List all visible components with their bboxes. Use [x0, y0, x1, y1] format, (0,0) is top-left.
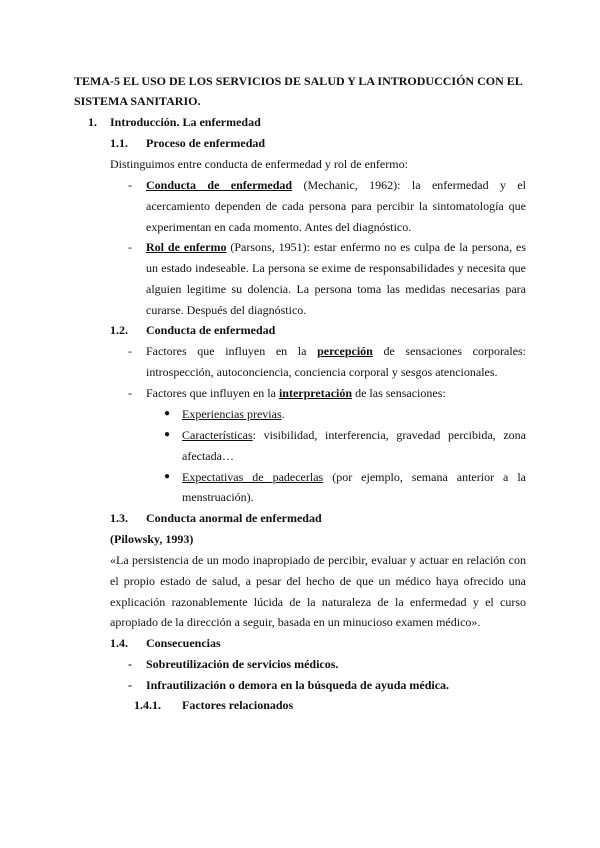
conducta-enfermedad-line2: acercamiento dependen de cada persona para percibir la sintomatología que: [146, 199, 526, 213]
bullet-dash: -: [128, 344, 132, 358]
bullet-dash: -: [128, 178, 132, 192]
quote-line3: explicación razonablemente lúcida de la naturaleza de la enfermedad y el curso: [110, 595, 526, 609]
section-1-3-number: 1.3.: [110, 511, 128, 525]
sub-bullet-dot: ●: [164, 408, 171, 419]
expectativas-line1: [182, 470, 526, 484]
expectativas-line2: menstruación).: [182, 490, 254, 504]
experiencias-term: Experiencias previas: [182, 407, 282, 421]
interpretacion-pre: Factores que influyen en la: [146, 386, 279, 400]
conducta-enfermedad-line1: [146, 178, 526, 192]
sub-bullet-dot: ●: [164, 471, 171, 482]
rol-enfermo-l1-rest: (Parsons, 1951): estar enfermo no es culpa de la persona, es: [226, 240, 527, 254]
bullet-dash: -: [128, 657, 132, 671]
expectativas-term: Expectativas de padecerlas: [182, 470, 324, 484]
section-1-4-1-heading: Factores relacionados: [182, 698, 294, 712]
section-1-1-heading: Proceso de enfermedad: [146, 136, 266, 150]
section-1-1-intro: Distinguimos entre conducta de enfermedad y rol de enfermo:: [110, 157, 408, 171]
section-1-3-source: (Pilowsky, 1993): [110, 532, 194, 546]
bullet-dash: -: [128, 678, 132, 692]
interpretacion-term: interpretación: [278, 386, 353, 400]
section-1-4-1-number: 1.4.1.: [134, 698, 161, 712]
bullet-dash: -: [128, 240, 132, 254]
interpretacion-post: de las sensaciones:: [352, 386, 446, 400]
section-1-1-number: 1.1.: [110, 136, 128, 150]
section-1-4-number: 1.4.: [110, 636, 128, 650]
quote-line2: el propio estado de salud, a pesar del hecho de que un médico haya ofrecido una: [110, 574, 526, 588]
section-1-2-number: 1.2.: [110, 323, 128, 337]
caracteristicas-rest: : visibilidad, interferencia, gravedad percibida, zona: [252, 428, 526, 442]
rol-enfermo-term: Rol de enfermo: [146, 240, 227, 254]
experiencias-line1: [182, 407, 285, 421]
section-1-2-heading: Conducta de enfermedad: [146, 323, 276, 337]
interpretacion-line1: [146, 386, 446, 400]
caracteristicas-term: Características: [182, 428, 253, 442]
section-1-number: 1.: [88, 115, 97, 129]
conducta-enfermedad-l1-rest: (Mechanic, 1962): la enfermedad y el: [292, 178, 527, 192]
conducta-enfermedad-line3: experimentan en cada momento. Antes del diagnóstico.: [146, 220, 412, 234]
percepcion-line2: introspección, autoconciencia, conciencia corporal y sesgos atencionales.: [146, 365, 498, 379]
percepcion-post: de sensaciones corporales:: [372, 344, 526, 358]
doc-title-line1: TEMA-5 EL USO DE LOS SERVICIOS DE SALUD Y LA INTRODUCCIÓN CON EL: [74, 74, 523, 88]
percepcion-term: percepción: [317, 344, 373, 358]
experiencias-rest: .: [281, 407, 285, 421]
expectativas-rest: (por ejemplo, semana anterior a la: [323, 470, 526, 484]
rol-enfermo-line1: [146, 240, 526, 254]
quote-line4: apropiado de la dirección a seguir, basada en un minucioso examen médico».: [110, 615, 481, 629]
rol-enfermo-line4: curarse. Después del diagnóstico.: [146, 303, 307, 317]
caracteristicas-line1: [182, 428, 526, 442]
caracteristicas-line2: afectada…: [182, 449, 234, 463]
section-1-heading: Introducción. La enfermedad: [110, 115, 261, 129]
percepcion-line1: [146, 344, 526, 358]
bullet-dash: -: [128, 386, 132, 400]
rol-enfermo-line2: un estado indeseable. La persona se exime de responsabilidades y necesita que: [146, 261, 526, 275]
consecuencia-sobreutilizacion: Sobreutilización de servicios médicos.: [146, 657, 339, 671]
sub-bullet-dot: ●: [164, 429, 171, 440]
percepcion-pre: Factores que influyen en la: [146, 344, 318, 358]
quote-line1: «La persistencia de un modo inapropiado de percibir, evaluar y actuar en relación con: [110, 553, 526, 567]
conducta-enfermedad-term: Conducta de enfermedad: [146, 178, 293, 192]
section-1-3-heading: Conducta anormal de enfermedad: [146, 511, 322, 525]
doc-title-line2: SISTEMA SANITARIO.: [74, 94, 201, 108]
rol-enfermo-line3: alguien legitime su dolencia. La persona toma las medidas necesarias para: [146, 282, 526, 296]
section-1-4-heading: Consecuencias: [146, 636, 221, 650]
consecuencia-infrautilizacion: Infrautilización o demora en la búsqueda de ayuda médica.: [146, 678, 450, 692]
